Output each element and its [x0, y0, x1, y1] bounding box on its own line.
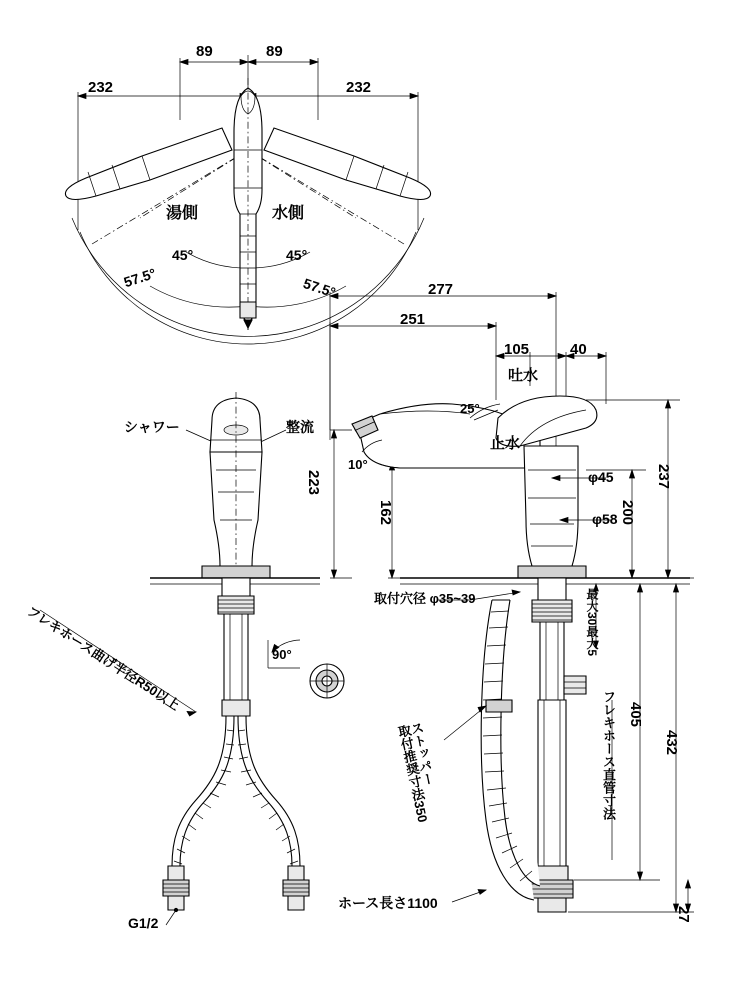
dia-45: φ45 — [588, 469, 614, 485]
dim-251: 251 — [400, 311, 426, 328]
dim-89-right: 89 — [266, 43, 283, 60]
label-hose-bend-radius: フレキホース曲げ半径R50以上 — [24, 603, 183, 714]
dim-223: 223 — [305, 470, 322, 496]
label-stop-water: 止水 — [490, 435, 521, 452]
dim-232-right: 232 — [346, 79, 372, 96]
angle-57p5-right: 57.5° — [301, 275, 338, 301]
label-thread-g12: G1/2 — [128, 915, 159, 931]
angle-45-right: 45° — [286, 247, 308, 263]
label-cold-side: 水側 — [272, 205, 305, 222]
label-stopper: ストッパー 取付推奨寸法350 — [395, 720, 436, 824]
label-max-thickness: 最大30最大5 — [585, 588, 599, 657]
dim-405: 405 — [627, 702, 644, 728]
label-shower: シャワー — [124, 419, 180, 435]
angle-57p5-left: 57.5° — [121, 264, 158, 291]
dim-40: 40 — [570, 341, 587, 358]
angle-25: 25° — [460, 401, 480, 416]
label-hot-side: 湯側 — [166, 205, 199, 222]
label-straight-flow: 整流 — [286, 419, 314, 435]
dim-105: 105 — [504, 341, 530, 358]
dim-27: 27 — [675, 906, 692, 923]
label-angle-90: 90° — [272, 647, 292, 662]
label-flex-straight-length: フレキホース直管寸法 — [601, 690, 616, 820]
angle-45-left: 45° — [172, 247, 194, 263]
dim-432: 432 — [663, 730, 680, 756]
angle-10: 10° — [348, 457, 368, 472]
dim-277: 277 — [428, 281, 454, 298]
label-hose-length: ホース長さ1100 — [338, 895, 438, 911]
mounting-hole-dia: 取付穴径 φ35~39 — [374, 591, 476, 606]
dim-162: 162 — [377, 500, 394, 526]
dim-232-left: 232 — [88, 79, 114, 96]
dim-237: 237 — [655, 464, 672, 490]
label-discharge: 吐水 — [508, 367, 539, 384]
dim-89-left: 89 — [196, 43, 213, 60]
dia-58: φ58 — [592, 511, 618, 527]
dim-200: 200 — [619, 500, 636, 526]
